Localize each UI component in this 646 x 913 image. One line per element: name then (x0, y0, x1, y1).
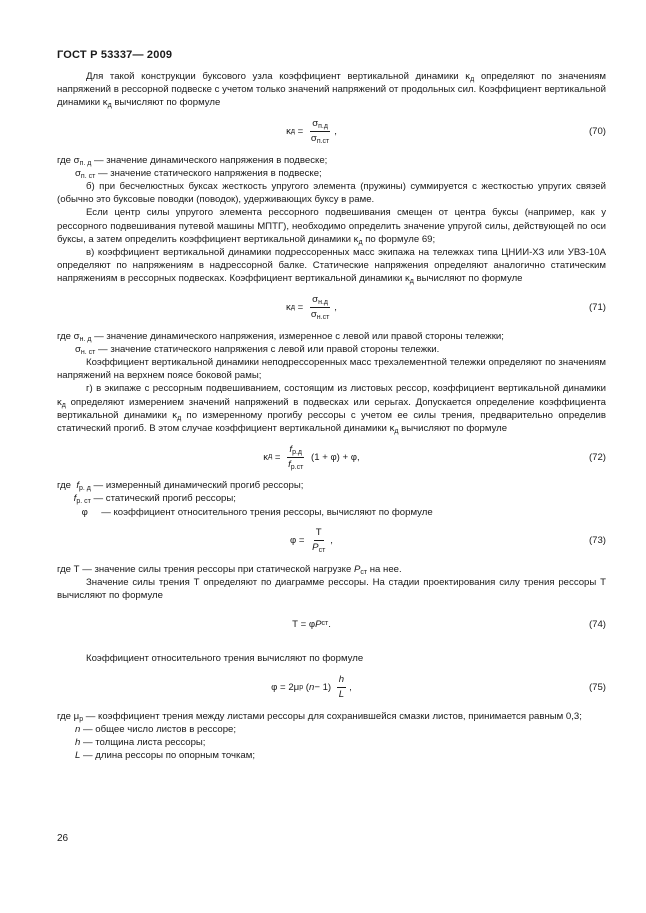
where-72c: φ — коэффициент относительного трения рессоры, вычисляют по формуле (81, 506, 433, 518)
equation-72: κ д = $\frac{f_{р.д}}{f_{р.ст}}$ (1 + φ) + φ, (72) (263, 443, 606, 471)
where-70a: где $\sigma_{п. д}$ — значение динамического напряжения в подвеске; (57, 154, 328, 167)
paragraph-b: б) при бесчелюстных буксах жесткость упругого элемента (пружины) суммируется с жесткостью упругих связей (обычно это буксовые поводки (поводок), удерживающих буксу в раме. (57, 181, 606, 206)
where-75n: n — общее число листов в рессоре; (75, 723, 237, 735)
where-75L: L — длина рессоры по опорным точкам; (75, 750, 255, 762)
paragraph-intro: Для такой конструкции буксового узла коэффициент вертикальной динамики $\kappa_д$ определяют по значениям напряжений в рессорной подвеске с учетом только значений напряжений от продольных сил. Коэффициент вертикальной динамики $\kappa_д$ вычисляют по формуле (57, 71, 606, 110)
equation-74: Т = φ P ст . (74) (292, 618, 606, 630)
equation-70: κ д = $\frac{\sigma_{п.д}}{\sigma_{п.ст}}$ , (70) (286, 118, 606, 146)
paragraph-three: Коэффициент вертикальной динамики неподрессоренных масс трехэлементной тележки определяют по значениям напряжений на верхнем поясе боковой рамы; (57, 357, 606, 382)
equation-75: φ = 2μ р ( n − 1) $\frac{h}{L}$ , (75) (271, 674, 606, 701)
equation-71: κ д = $\frac{\sigma_{н.д}}{\sigma_{н.ст}}$ , (71) (286, 294, 606, 322)
document-header: ГОСТ Р 53337— 2009 (57, 49, 173, 61)
where-73: где Т — значение силы трения рессоры при статической нагрузке $P_{ст}$ на нее. (57, 563, 402, 576)
paragraph-T: Значение силы трения Т определяют по диаграмме рессоры. На стадии проектирования силу трения рессоры Т вычисляют по формуле (57, 577, 606, 602)
paragraph-center: Если центр силы упругого элемента рессорного подвешивания смещен от центра буксы (например, как у рессорного подвешивания путевой машины МПТГ), необходимо определить значение упругой силы, действующей по оси буксы, а затем определить коэффициент вертикальной динамики $\kappa_д$ по формуле 69; (57, 207, 606, 246)
where-71b: $\sigma_{н. ст}$ — значение статического напряжения с левой или правой стороны тележки. (75, 343, 440, 356)
where-71a: где $\sigma_{н. д}$ — значение динамического напряжения, измеренное с левой или правой стороны тележки; (57, 330, 504, 343)
where-70b: $\sigma_{п. ст}$ — значение статического напряжения в подвеске; (75, 167, 322, 180)
paragraph-g: г) в экипаже с рессорным подвешиванием, состоящим из листовых рессор, коэффициент вертикальной динамики $\kappa_д$ определяют измерением значений напряжений в подвесках или серьгах. Допускается определение коэффициента вертикальной динамики $\kappa_д$ по измеренному прогибу рессоры с учетом ее силы трения, предварительно определив статический прогиб. В этом случае коэффициент вертикальной динамики $\kappa_д$ вычисляют по формуле (57, 383, 607, 436)
paragraph-v: в) коэффициент вертикальной динамики подрессоренных масс экипажа на тележках типа ЦНИИ-ХЗ или УВЗ-10А определяют по напряжениям в надрессорной балке. Статические напряжения определяют аналогично статическим напряжениям в рессорных подвесках. Коэффициент вертикальной динамики $\kappa_д$ вычисляют по формуле (57, 247, 606, 286)
paragraph-coef: Коэффициент относительного трения вычисляют по формуле (86, 653, 364, 665)
where-72a: где $f_{р. д}$ — измеренный динамический прогиб рессоры; (57, 480, 304, 493)
where-72b: $f_{р. ст}$ — статический прогиб рессоры; (73, 493, 236, 506)
page-number: 26 (57, 833, 69, 844)
equation-73: φ = $\frac{Т}{P_{ст}}$ , (73) (290, 527, 606, 555)
page-body (57, 70, 606, 763)
where-75h: h — толщина листа рессоры; (75, 737, 206, 749)
where-75a: где $\mu_р$ — коэффициент трения между листами рессоры для сохранившейся смазки листов, принимается равным 0,3; (57, 710, 582, 723)
